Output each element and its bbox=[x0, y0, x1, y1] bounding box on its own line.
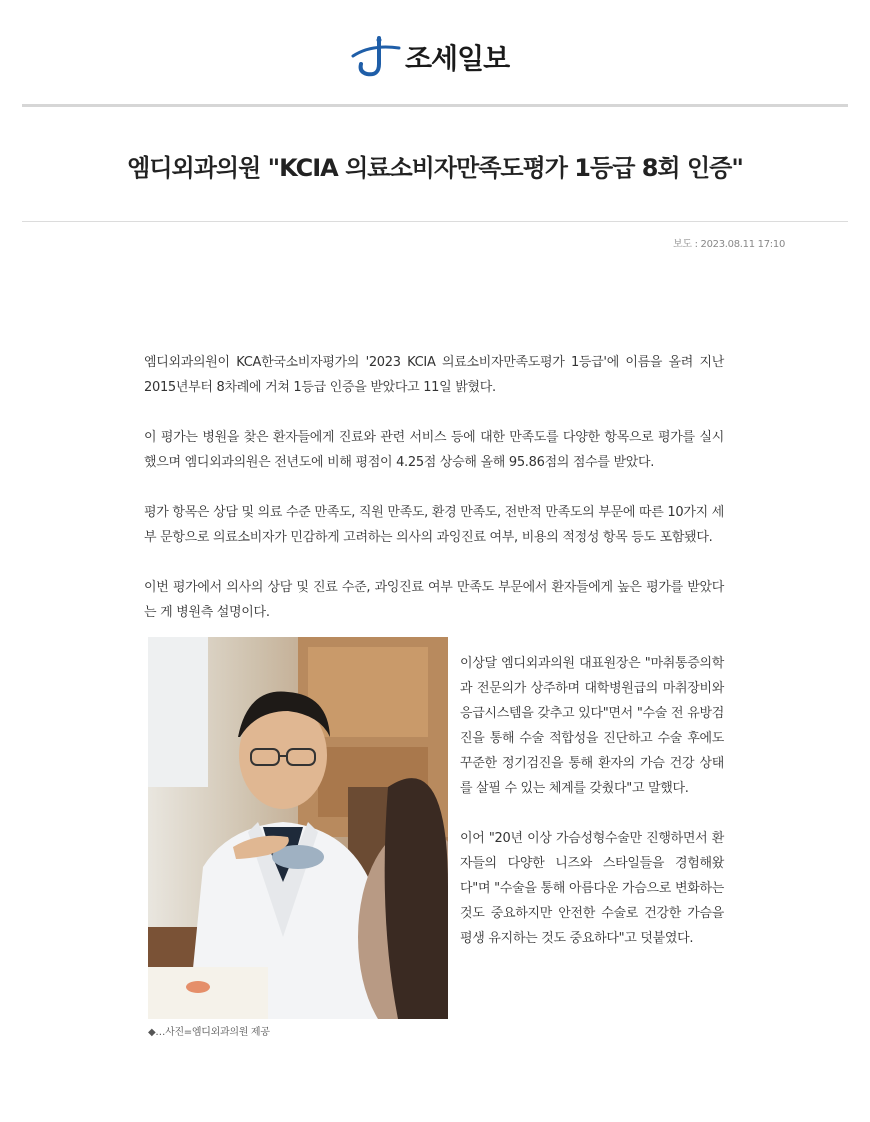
article-paragraph: 평가 항목은 상담 및 의료 수준 만족도, 직원 만족도, 환경 만족도, 전반적 만족도의 부문에 따른 10가지 세부 문항으로 의료소비자가 민감하게 고려하는 의사의 과잉진료 여부, 비용의 적정성 항목 등도 포함됐다. bbox=[144, 505, 724, 545]
dateline bbox=[673, 235, 785, 250]
masthead bbox=[0, 30, 870, 86]
dateline-value: 2023.08.11 17:10 bbox=[700, 239, 785, 250]
article-side-text bbox=[460, 651, 724, 976]
article-body bbox=[144, 350, 724, 1047]
article-paragraph: 이어 "20년 이상 가슴성형수술만 진행하면서 환자들의 다양한 니즈와 스타일들을 경험해왔다"며 "수술을 통해 아름다운 가슴으로 변화하는 것도 중요하지만 안전한 수술로 건강한 가슴을 평생 유지하는 것도 중요하다"고 덧붙였다. bbox=[460, 831, 724, 946]
article-paragraph: 엠디외과의원이 KCA한국소비자평가의 '2023 KCIA 의료소비자만족도평가 1등급'에 이름을 올려 지난 2015년부터 8차례에 거쳐 1등급 인증을 받았다고 11일 밝혔다. bbox=[144, 355, 724, 395]
article-paragraph: 이 평가는 병원을 찾은 환자들에게 진료와 관련 서비스 등에 대한 만족도를 다양한 항목으로 평가를 실시했으며 엠디외과의원은 전년도에 비해 평점이 4.25점 상승해 올해 95.86점의 점수를 받았다. bbox=[144, 430, 724, 470]
article-headline: 엠디외과의원 "KCIA 의료소비자만족도평가 1등급 8회 인증" bbox=[127, 154, 743, 182]
tax-daily-logo-icon bbox=[349, 34, 403, 80]
photo-caption: ◆…사진=엠디외과의원 제공 bbox=[148, 1027, 270, 1038]
masthead-divider bbox=[22, 104, 848, 107]
article-photo bbox=[148, 637, 448, 1019]
article-paragraph: 이상달 엠디외과의원 대표원장은 "마취통증의학과 전문의가 상주하며 대학병원급의 마취장비와 응급시스템을 갖추고 있다"면서 "수술 전 유방검진을 통해 수술 적합성을 진단하고 수술 후에도 꾸준한 정기검진을 통해 환자의 가슴 건강 상태를 살필 수 있는 체계를 갖췄다"고 말했다. bbox=[460, 656, 724, 796]
headline-divider bbox=[22, 221, 848, 222]
doctor-consultation-image bbox=[148, 637, 448, 1019]
article-paragraph: 이번 평가에서 의사의 상담 및 진료 수준, 과잉진료 여부 만족도 부문에서 환자들에게 높은 평가를 받았다는 게 병원측 설명이다. bbox=[144, 580, 724, 620]
dateline-label: 보도 : bbox=[672, 239, 698, 250]
article-figure bbox=[144, 637, 724, 1047]
site-logo[interactable] bbox=[349, 34, 509, 80]
logo-text: 조세일보 bbox=[405, 42, 510, 75]
